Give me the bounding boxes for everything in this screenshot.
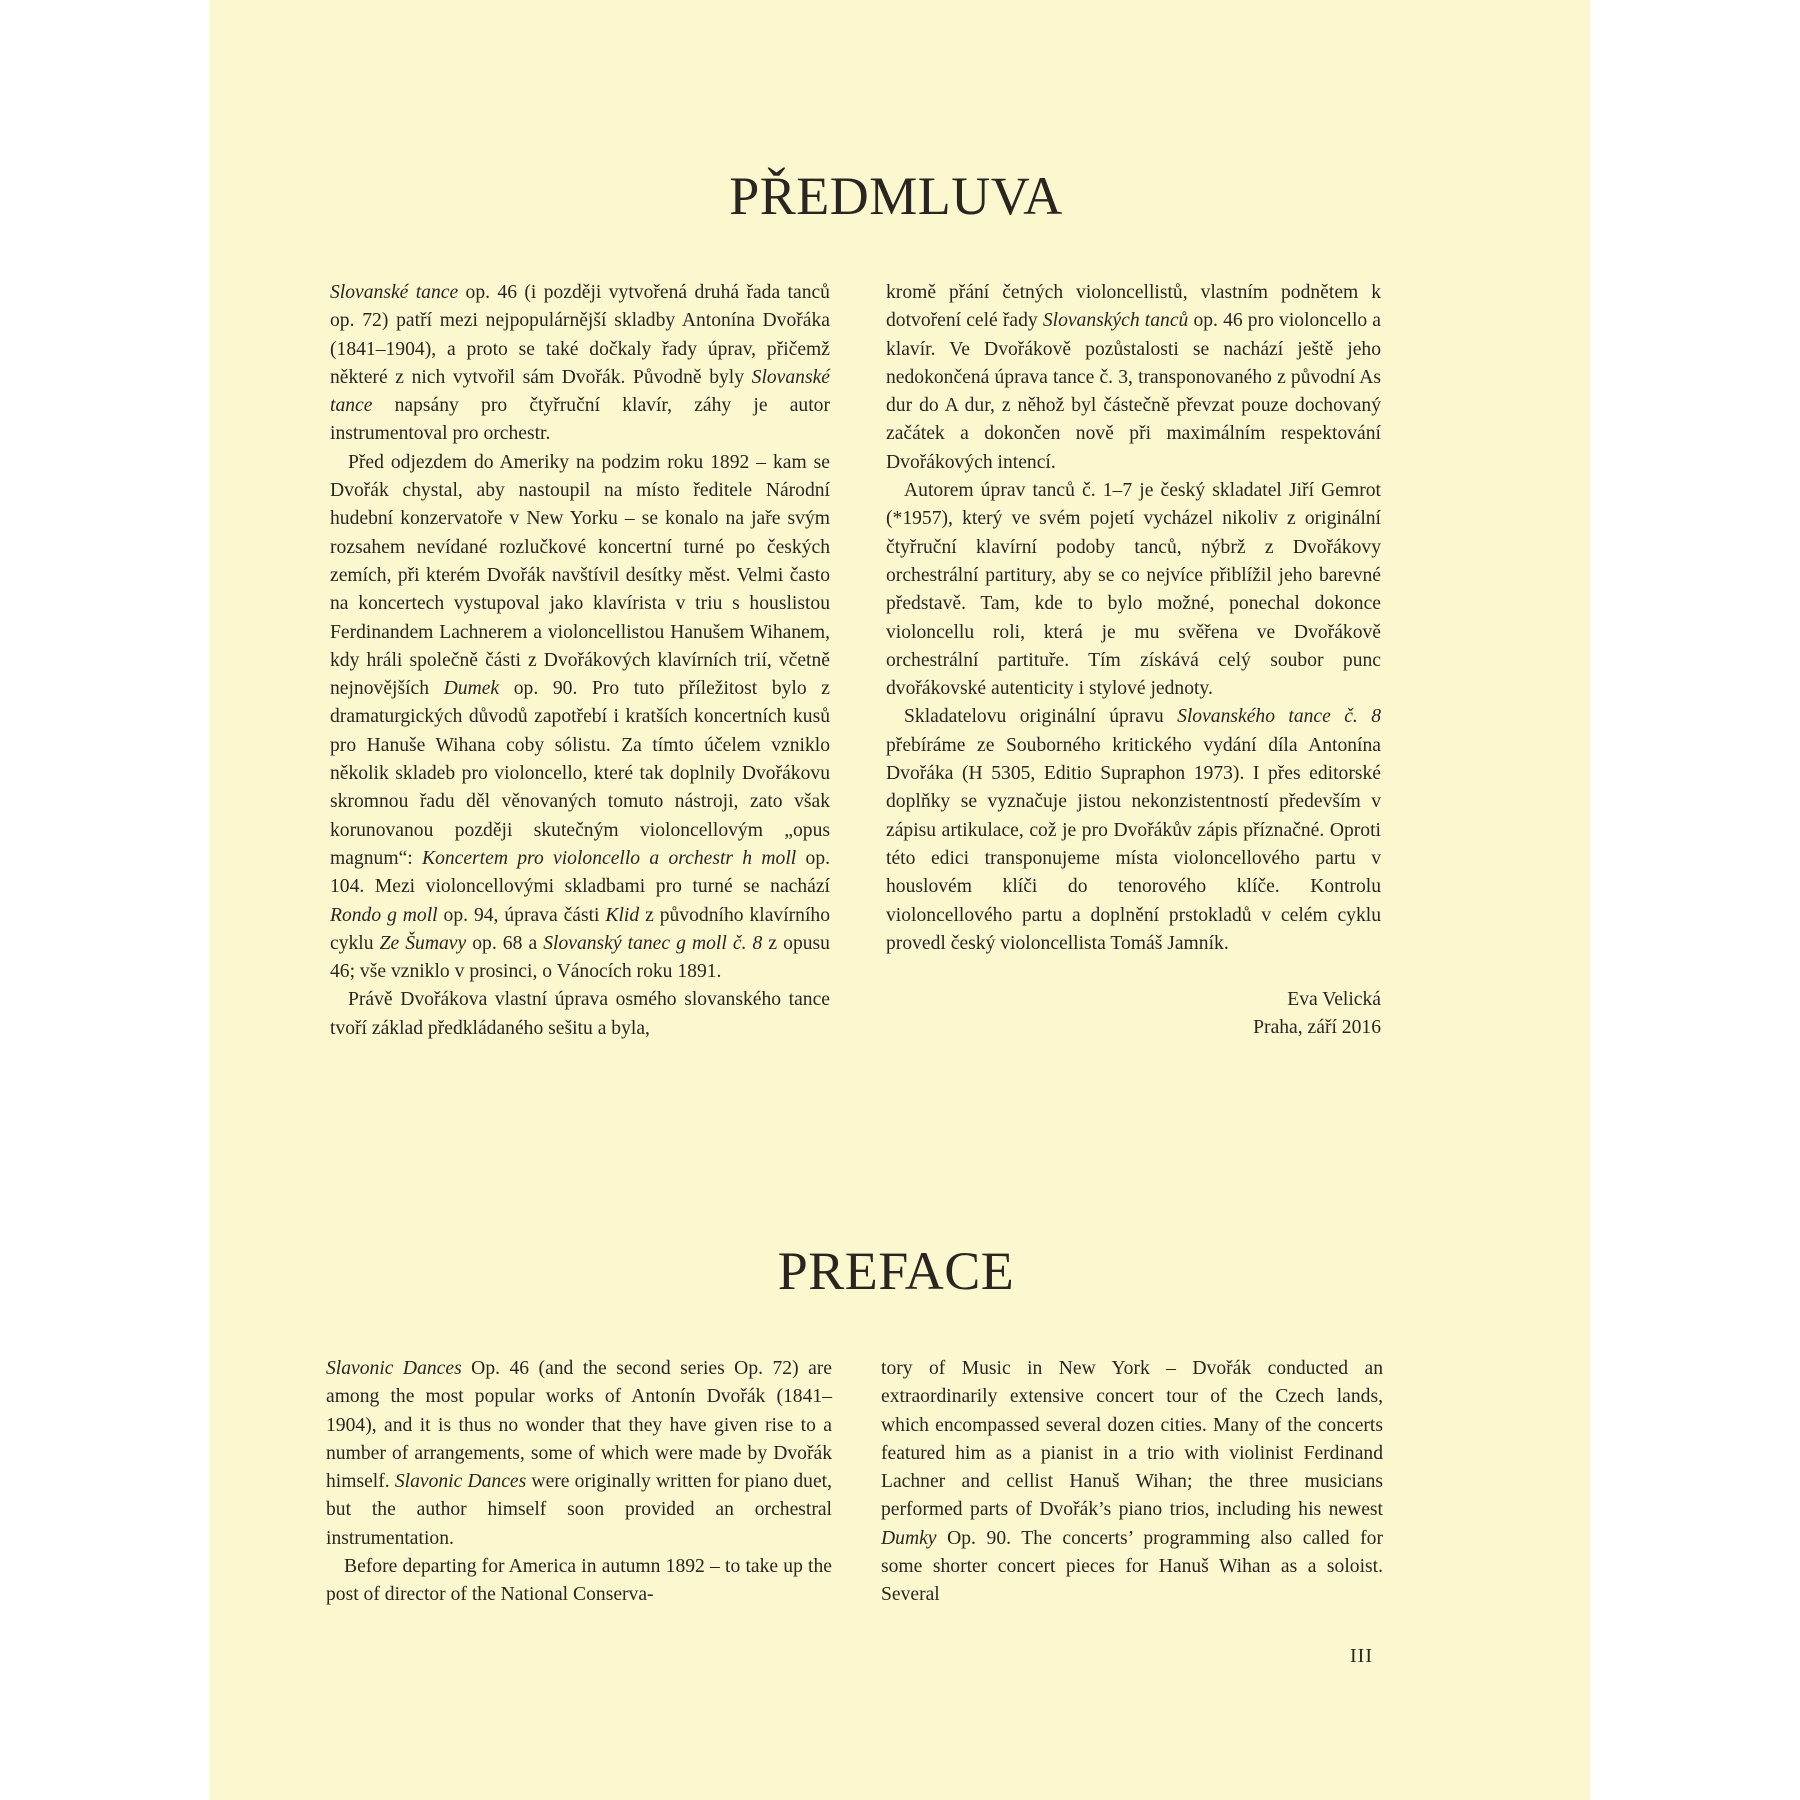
paragraph: Právě Dvořákova vlastní úprava osmého slovanského tance tvoří základ předkládaného sešitu a byla, bbox=[330, 989, 830, 1039]
paragraph: Before departing for America in autumn 1892 – to take up the post of director of the National Conserva- bbox=[326, 1556, 832, 1606]
signature-name: Eva Velická bbox=[1287, 989, 1381, 1011]
paragraph: Slavonic Dances Op. 46 (and the second series Op. 72) are among the most popular works of Antonín Dvořák (1841–1904), and it is thus no wonder that they have given rise to a number of arrangements, some of which were made by Dvořák himself. Slavonic Dances were originally written for piano duet, but the author himself soon provided an orchestral instrumentation. bbox=[326, 1358, 832, 1549]
czech-title: PŘEDMLUVA bbox=[729, 166, 1063, 226]
english-title: PREFACE bbox=[777, 1241, 1015, 1301]
paragraph: Skladatelovu originální úpravu Slovanského tance č. 8 přebíráme ze Souborného kritického vydání díla Antonína Dvořáka (H 5305, Editio Supraphon 1973). I přes editorské doplňky se vyznačuje jistou nekonzistentností především v zápisu artikulace, což je pro Dvořákův zápis příznačné. Oproti této edici transponujeme místa violoncellového partu v houslovém klíči do tenorového klíče. Kontrolu violoncellového partu a doplnění prstokladů v celém cyklu provedl český violoncellista Tomáš Jamník. bbox=[886, 706, 1381, 954]
czech-right-column bbox=[886, 279, 1381, 1043]
signature-place-date: Praha, září 2016 bbox=[1253, 1017, 1381, 1039]
book-page bbox=[210, 0, 1590, 1800]
paragraph: kromě přání četných violoncellistů, vlastním podnětem k dotvoření celé řady Slovanských tanců op. 46 pro violoncello a klavír. Ve Dvořákově pozůstalosti se nachází ještě jeho nedokončená úprava tance č. 3, transponovaného z původní As dur do A dur, z něhož byl částečně převzat pouze dochovaný začátek a dokončen nově při maximálním respektování Dvořákových intencí. bbox=[886, 282, 1382, 473]
signature bbox=[886, 986, 1381, 1043]
paragraph: Před odjezdem do Ameriky na podzim roku 1892 – kam se Dvořák chystal, aby nastoupil na místo ředitele Národní hudební konzervatoře v New Yorku – se konalo na jaře svým rozsahem nevídané rozlučkové koncertní turné po českých zemích, při kterém Dvořák navštívil desítky měst. Velmi často na koncertech vystupoval jako klavírista v triu s houslistou Ferdinandem Lachnerem a violoncellistou Hanušem Wihanem, kdy hráli společně části z Dvořákových klavírních trií, včetně nejnovějších Dumek op. 90. Pro tuto příležitost bylo z dramaturgických důvodů zapotřebí i kratších koncertních kusů pro Hanuše Wihana coby sólistu. Za tímto účelem vzniklo několik skladeb pro violoncello, které tak doplnily Dvořákovu skromnou řadu děl věnovaných tomuto nástroji, zato však korunovanou později skutečným violoncellovým „opus magnum“: Koncertem pro violoncello a orchestr h moll op. 104. Mezi violoncellovými skladbami pro turné se nachází Rondo g moll op. 94, úprava části Klid z původního klavírního cyklu Ze Šumavy op. 68 a Slovanský tanec g moll č. 8 z opusu 46; vše vzniklo v prosinci, o Vánocích roku 1891. bbox=[330, 451, 831, 983]
paragraph: tory of Music in New York – Dvořák conducted an extraordinarily extensive concert tour of the Czech lands, which encompassed several dozen cities. Many of the concerts featured him as a pianist in a trio with violinist Ferdinand Lachner and cellist Hanuš Wihan; the three musicians performed parts of Dvořák’s piano trios, including his newest Dumky Op. 90. The concerts’ programming also called for some shorter concert pieces for Hanuš Wihan as a soloist. Several bbox=[881, 1358, 1383, 1606]
english-left-column bbox=[326, 1355, 832, 1610]
paragraph: Autorem úprav tanců č. 1–7 je český skladatel Jiří Gemrot (*1957), který ve svém pojetí vycházel nikoliv z originální čtyřruční klavírní podoby tanců, nýbrž z Dvořákovy orchestrální partitury, aby se co nejvíce přiblížil jeho barevné představě. Tam, kde to bylo možné, ponechal dokonce violoncellu roli, která je mu svěřena ve Dvořákově orchestrální partituře. Tím získává celý soubor punc dvořákovské autenticity i stylové jednoty. bbox=[886, 480, 1381, 700]
czech-left-column bbox=[330, 279, 830, 1043]
page-number: III bbox=[1350, 1645, 1373, 1667]
paragraph: Slovanské tance op. 46 (i později vytvořená druhá řada tanců op. 72) patří mezi nejpopulárnější skladby Antonína Dvořáka (1841–1904), a proto se také dočkaly řady úprav, přičemž některé z nich vytvořil sám Dvořák. Původně byly Slovanské tance napsány pro čtyřruční klavír, záhy je autor instrumentoval pro orchestr. bbox=[330, 282, 830, 445]
english-right-column bbox=[881, 1355, 1383, 1610]
